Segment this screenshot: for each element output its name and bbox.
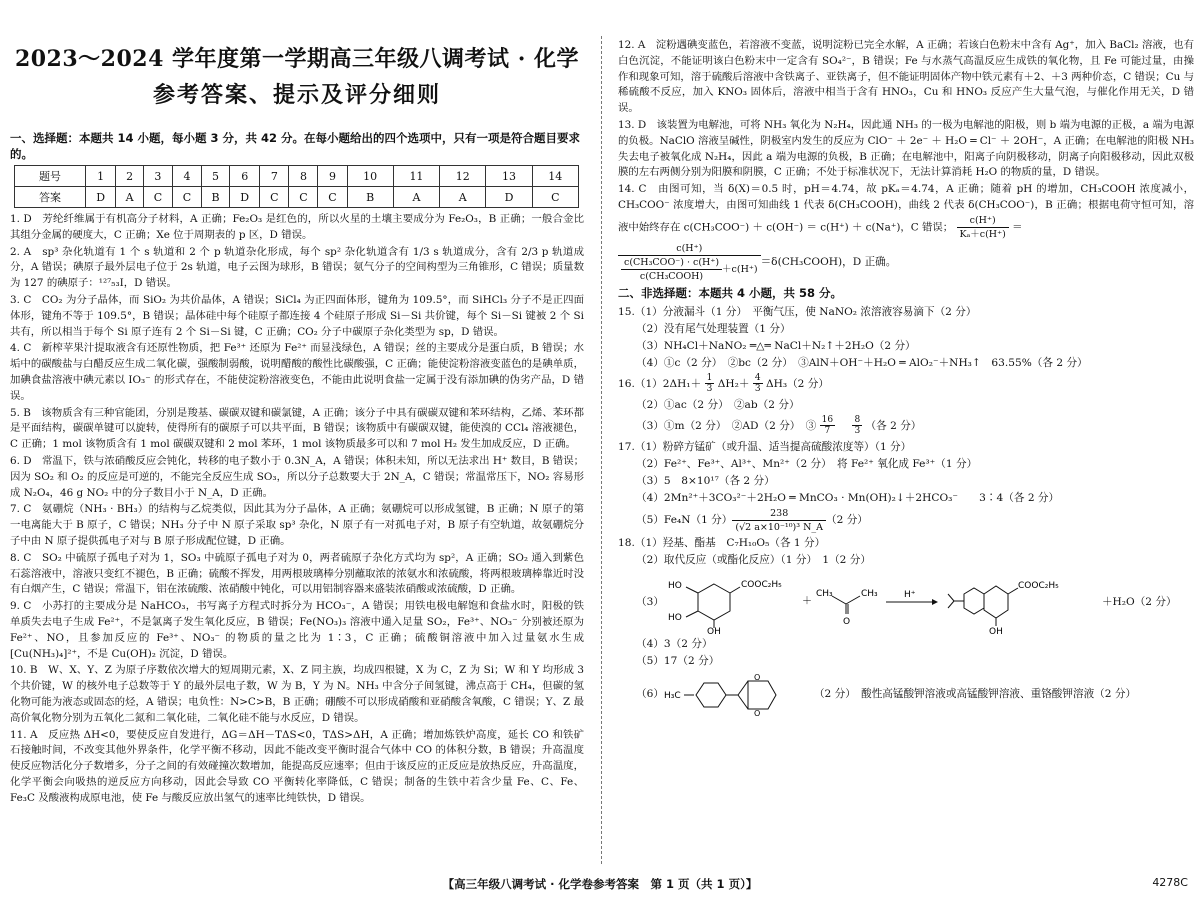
answer-table-number-row bbox=[15, 166, 579, 187]
explanation-q8: 8. C SO₂ 中硫原子孤电子对为 1，SO₃ 中硫原子孤电子对为 0，两者硫原子杂化方式均为 sp²，A 正确；SO₂ 通入到紫色石蕊溶液中，溶液只变红不褪色，B 正确；硫酸不挥发，用两根玻璃棒分别蘸取浓的浓氨水和浓硫酸，将两根玻璃棒靠近时没有白烟产生，C 错误；常温下，铝在浓硫酸、浓硝酸中钝化，可以用铝制容器来盛装浓硝酸或浓硫酸，D 正确。 bbox=[10, 551, 584, 596]
product-ester-label: COOC₂H₅ bbox=[1017, 580, 1059, 591]
q18-part7: （2 分） 酸性高锰酸钾溶液或高锰酸钾溶液、重铬酸钾溶液（2 分） bbox=[813, 687, 1137, 700]
explanation-q14-text: 14. C 由图可知，当 δ(X)＝0.5 时，pH＝4.74，故 pKₐ＝4.74，A 正确；随着 pH 的增加，CH₃COOH 浓度减小，CH₃COO⁻ 浓度增大，由图可知曲线 1 代表 δ(CH₃COOH)，曲线 2 代表 δ(CH₃COO⁻)，B 正确；根据电荷守恒可知，溶液中始终存在 c(CH₃COO⁻) ＋ c(OH⁻) ＝ c(H⁺) ＋ c(Na⁺)，C 错误； bbox=[618, 183, 1194, 234]
answer-cell: C bbox=[289, 187, 318, 208]
frac-den: 3 bbox=[754, 384, 761, 395]
paper-code: 4278C bbox=[1152, 876, 1188, 889]
product-oh-label: OH bbox=[988, 626, 1003, 634]
explanation-q3: 3. C CO₂ 为分子晶体，而 SiO₂ 为共价晶体，A 错误；SiCl₄ 为正四面体形，键角为 109.5°，而 SiHCl₃ 分子不是正四面体形，键角不等于 109.5°，B 错误；晶体硅中每个硅原子都连接 4 个硅原子形成 Si－Si 共价键，每个 Si－Si 键被 2 个 Si 共有，所以相当于每个 Si 原子连有 2 个 Si－Si 键，C 正确；CO₂ 分子中碳原子杂化类型为 sp，D 错误。 bbox=[10, 293, 584, 338]
q18-line2: （2）取代反应（或酯化反应）（1 分） 1（2 分） bbox=[636, 553, 871, 566]
column-divider bbox=[601, 36, 602, 864]
section1-heading: 一、选择题：本题共 14 小题，每小题 3 分，共 42 分。在每小题给出的四个选项中，只有一项是符合题目要求的。 bbox=[10, 131, 581, 161]
answer-cell: D bbox=[85, 187, 115, 208]
explanation-q4: 4. C 新榨苹果汁提取液含有还原性物质，把 Fe³⁺ 还原为 Fe²⁺ 而显浅绿色，A 错误；丝的主要成分是蛋白质，B 错误；水垢中的碳酸盐与白醋反应生成二氧化碳，强酸制弱酸，说明醋酸的酸性比碳酸强，C 正确；能使淀粉溶液变蓝色的是碘单质，加碘食盐溶液中碘元素以 IO₃⁻ 的形式存在，不能使淀粉溶液变色，不能由此说明食盐一定属于没有添加碘的伪劣产品，D 错误。 bbox=[10, 342, 584, 402]
explanation-q6: 6. D 常温下，铁与浓硝酸反应会钝化，转移的电子数小于 0.3N_A，A 错误；体积未知，所以无法求出 H⁺ 数目，B 错误；因为 SO₂ 和 O₂ 的反应是可逆的，不能完全反应生成 SO₃，所以分子总数要大于 2N_A，C 错误；常温常压下，NO₂ 容易形成 N₂O₄，46 g NO₂ 中的分子数目小于 N_A，D 正确。 bbox=[10, 454, 584, 499]
plus-sign: ＋ bbox=[801, 595, 812, 607]
reaction-scheme bbox=[664, 570, 1102, 634]
frac-num: 4 bbox=[754, 373, 761, 384]
frac-num: 238 bbox=[732, 507, 826, 521]
q14-fraction-line bbox=[618, 242, 1194, 283]
q16-frac-4-3 bbox=[753, 373, 763, 394]
answer-cell: A bbox=[116, 187, 144, 208]
q14-fraction-main bbox=[618, 242, 761, 283]
explanation-q12: 12. A 淀粉遇碘变蓝色，若溶液不变蓝，说明淀粉已完全水解，A 正确；若该白色粉末中含有 Ag⁺，加入 BaCl₂ 溶液，也有白色沉淀，不能证明该白色粉末中一定含有 SO₄²⁻，B 错误；Fe 与水蒸气高温反应生成铁的氧化物，且 Fe 可能过量，由操作和现象可知，溶于硫酸后溶液中含铁离子、亚铁离子，但不能证明固体产物中铁元素有＋2、＋3 两种价态，C 错误；Cu 与稀硫酸不反应，加入 KNO₃ 固体后，溶液中相当于含有 HNO₃，Cu 和 HNO₃ 反应产生大量气泡，与催化作用无关，D 错误。 bbox=[618, 39, 1194, 115]
q17-part5: （5）Fe₄N（1 分） bbox=[636, 514, 733, 527]
q-number: 14 bbox=[532, 166, 578, 187]
frac-num: 16 bbox=[821, 415, 834, 426]
row-label-answer: 答案 bbox=[15, 187, 86, 208]
q14-plus: ＋c(H⁺) bbox=[722, 263, 758, 275]
q16-gap bbox=[838, 420, 849, 432]
q16-part4: （3）①m（2 分） ②AD（2 分） ③ bbox=[636, 419, 817, 432]
answer-cell: B bbox=[347, 187, 393, 208]
ch3-label: CH₃ bbox=[815, 588, 833, 599]
q-number: 11 bbox=[393, 166, 439, 187]
answer-cell: C bbox=[143, 187, 172, 208]
explanation-q11: 11. A 反应热 ΔH<0，要使反应自发进行，ΔG＝ΔH－TΔS<0，TΔS>ΔH，A 正确；增加炼铁炉高度，延长 CO 和铁矿石接触时间，不改变其他外界条件，化学平衡不移动，因此不能改变平衡时混合气体中 CO 的体积分数，B 错误；升高温度使反应物活化分子数增多，分子之间的有效碰撞次数增加，能提高反应速率；但由于该反应的正反应是放热反应，升高温度，化学平衡会向吸热的逆反应方向移动，因此会导致 CO 平衡转化率降低，C 错误；制备的生铁中若含少量 Fe、C、Fe、Fe₃C 及酸液构成原电池，使 Fe 与酸反应放出氢气的速率比纯铁快，D 错误。 bbox=[10, 728, 584, 804]
q14-main-den bbox=[618, 256, 761, 283]
explanation-q1: 1. D 芳纶纤维属于有机高分子材料，A 正确；Fe₂O₃ 是红色的，所以火星的土壤主要成分为 Fe₂O₃，B 正确；一般合金比其组分金属的硬度大，C 正确；Xe 位于周期表的 p 区，D 错误。 bbox=[10, 213, 584, 241]
q14-eq-sign: ＝ bbox=[1012, 221, 1023, 234]
page-title: 2023～2024 学年度第一学期高三年级八调考试 · 化学 bbox=[14, 46, 580, 72]
frac-den: (√2 a×10⁻¹⁰)³ N_A bbox=[735, 521, 823, 533]
page-subtitle: 参考答案、提示及评分细则 bbox=[152, 82, 441, 108]
frac-num: 8 bbox=[854, 415, 861, 426]
q15-line3: （3）NH₄Cl＋NaNO₂ ═△═ NaCl＋N₂↑＋2H₂O（2 分） bbox=[636, 339, 916, 352]
frac-den: 7 bbox=[824, 426, 831, 437]
q-number: 7 bbox=[260, 166, 289, 187]
answer-table-answer-row bbox=[15, 187, 579, 208]
q16-part3: ΔH₃（2 分） bbox=[765, 377, 829, 390]
q17-density-fraction bbox=[732, 507, 826, 534]
answer-cell: A bbox=[393, 187, 439, 208]
q15-line4: （4）①c（2 分） ②bc（2 分） ③AlN＋OH⁻＋H₂O ═ AlO₂⁻＋NH₃↑ 63.55%（各 2 分） bbox=[636, 356, 1088, 369]
q-number: 8 bbox=[289, 166, 318, 187]
answer-cell: C bbox=[260, 187, 289, 208]
answer-cell: C bbox=[532, 187, 578, 208]
q18-product-tail: ＋H₂O（2 分） bbox=[1101, 595, 1177, 608]
ring-o-label: O bbox=[753, 708, 761, 717]
q-number: 2 bbox=[116, 166, 144, 187]
q17-line3: （3）5 8×10¹⁷（各 2 分） bbox=[636, 474, 775, 487]
q16-line1 bbox=[618, 372, 1194, 396]
q18-line3 bbox=[618, 570, 1194, 634]
explanation-q10: 10. B W、X、Y、Z 为原子序数依次增大的短周期元素，X、Z 同主族，均成四根键，X 为 C，Z 为 Si；W 和 Y 均形成 3 个共价键，W 的核外电子总数等于 Y 的最外层电子数，W 为 B，Y 为 N。NH₃ 中含分子间氢键，沸点高于 CH₄，但碳的氢化物可能为液态或固态的烃，A 错误；电负性：N>C>B，B 正确；硼酸不可以形成硝酸和亚硝酸含氧酸，C 错误；Y、Z 最高价氧化物分别为五氧化二氮和二氧化硅，二氧化硅不能与水反应，D 错误。 bbox=[10, 664, 584, 724]
methyl-label: H₃C bbox=[663, 690, 681, 701]
ester-label: COOC₂H₅ bbox=[740, 579, 782, 590]
row-label-number: 题号 bbox=[15, 166, 86, 187]
q14-fraction-ka bbox=[957, 214, 1009, 241]
explanation-q2: 2. A sp³ 杂化轨道有 1 个 s 轨道和 2 个 p 轨道杂化形成，每个 sp² 杂化轨道含有 1/3 s 轨道成分，含有 2/3 p 轨道成分，A 错误；碘原子最外层电子位于 2s 轨道，电子云图为球形，B 错误；氨气分子的空间构型为三角锥形，C 错误；质量数为 127 的碘原子：¹²⁷₅₃I，D 错误。 bbox=[10, 245, 584, 290]
answer-cell: D bbox=[486, 187, 532, 208]
answer-table bbox=[14, 165, 579, 208]
reactant-ring bbox=[698, 584, 730, 620]
q16-frac-1-3 bbox=[705, 373, 715, 394]
q-number: 12 bbox=[440, 166, 486, 187]
explanation-q5: 5. B 该物质含有三种官能团，分别是羧基、碳碳双键和碳氯键，A 正确；该分子中具有碳碳双键和苯环结构，乙烯、苯环都是平面结构，碳碳单键可以旋转，使得所有的碳原子可以共平面，B 错误；该物质中有碳碳双键，能使溴的 CCl₄ 溶液褪色，C 正确；1 mol 该物质含有 1 mol 碳碳双键和 2 mol 苯环，1 mol 该物质最多可以和 7 mol H₂ 发生加成反应，D 正确。 bbox=[10, 406, 584, 451]
q16-frac-16-7 bbox=[820, 415, 835, 436]
q16-line3 bbox=[618, 414, 1194, 438]
frac-den: 3 bbox=[706, 384, 713, 395]
catalyst-label: H⁺ bbox=[903, 589, 916, 600]
q16-part1: 16.（1）2ΔH₁＋ bbox=[618, 377, 702, 390]
q17-line2: （2）Fe²⁺、Fe³⁺、Al³⁺、Mn²⁺（2 分） 将 Fe²⁺ 氧化成 Fe³⁺（1 分） bbox=[636, 457, 978, 470]
answer-cell: C bbox=[172, 187, 201, 208]
answer-cell: D bbox=[230, 187, 260, 208]
left-column bbox=[10, 38, 584, 807]
answer-cell: B bbox=[202, 187, 230, 208]
q16-part5: （各 2 分） bbox=[865, 419, 922, 432]
q14-inner-fraction bbox=[621, 256, 722, 283]
answer-cell: C bbox=[318, 187, 347, 208]
q16-part2: ΔH₂＋ bbox=[717, 377, 750, 390]
q17-frac-tail: （2 分） bbox=[826, 514, 868, 527]
q-number: 13 bbox=[486, 166, 532, 187]
q17-line1: 17.（1）粉碎方锰矿（或升温、适当提高硫酸浓度等）（1 分） bbox=[618, 440, 912, 453]
q-number: 6 bbox=[230, 166, 260, 187]
answer-cell: A bbox=[440, 187, 486, 208]
q-number: 4 bbox=[172, 166, 201, 187]
q17-line5 bbox=[618, 507, 1194, 534]
oh-label: OH bbox=[706, 626, 721, 634]
q14-inner-num: c(CH₃COO⁻) · c(H⁺) bbox=[621, 256, 722, 270]
explanation-q13: 13. D 该装置为电解池，可将 NH₃ 氧化为 N₂H₄，因此通 NH₃ 的一极为电解池的阳极，则 b 端为电源的正极，a 端为电源的负极。NaClO 溶液呈碱性，阴极室内发生的反应为 ClO⁻ ＋ 2e⁻ ＋ H₂O ═ Cl⁻ ＋ 2OH⁻，A 正确；在电解池的阳极 NH₃ 失去电子被氧化成 N₂H₄，因此 a 端为电源的负极，B 正确；在电解池中，阳离子向阴极移动，阴离子向阳极移动，因此双极膜的左右两侧分别为阳膜和阴膜，C 正确；不处于标准状况下，无法计算消耗 H₂O 的物质的量，D 错误。 bbox=[618, 118, 1194, 179]
ring-o-label: O bbox=[753, 672, 761, 682]
q18-line4: （4）3（2 分） bbox=[636, 637, 713, 650]
q18-part3: （3） bbox=[636, 595, 664, 608]
frac-num: 1 bbox=[706, 373, 713, 384]
explanation-q14 bbox=[618, 182, 1194, 241]
q16-line2: （2）①ac（2 分） ②ab（2 分） bbox=[636, 398, 800, 411]
q18-line1: 18.（1）羟基、酯基 C₇H₁₀O₅（各 1 分） bbox=[618, 536, 826, 549]
q18-isomer-structure bbox=[664, 671, 814, 717]
product-rings bbox=[948, 586, 1018, 626]
q18-line5: （5）17（2 分） bbox=[636, 654, 720, 667]
right-column bbox=[618, 38, 1194, 719]
carbonyl-o-label: O bbox=[842, 616, 851, 627]
ho-label: HO bbox=[667, 580, 682, 591]
q17-line4: （4）2Mn²⁺＋3CO₃²⁻＋2H₂O ═ MnCO₃ · Mn(OH)₂↓＋2HCO₃⁻ 3∶4（各 2 分） bbox=[636, 491, 1060, 504]
frac-den: 3 bbox=[854, 426, 861, 437]
q-number: 1 bbox=[85, 166, 115, 187]
page-footer: 【高三年级八调考试 · 化学卷参考答案 第 1 页（共 1 页）】 bbox=[442, 877, 758, 891]
section2-heading: 二、非选择题：本题共 4 小题，共 58 分。 bbox=[618, 285, 843, 300]
q15-line2: （2）没有尾气处理装置（1 分） bbox=[636, 322, 791, 335]
q14-inner-den: c(CH₃COOH) bbox=[639, 270, 704, 282]
q-number: 5 bbox=[202, 166, 230, 187]
ho-label: HO bbox=[667, 612, 682, 623]
q18-line6 bbox=[618, 671, 1194, 717]
explanation-q7: 7. C 氨硼烷（NH₃ · BH₃）的结构与乙烷类似，因此其为分子晶体，A 正确；氨硼烷可以形成氢键，B 正确；N 原子的第一电离能大于 B 原子，C 错误；NH₃ 分子中 N 原子采取 sp³ 杂化，N 原子有一对孤电子对，B 原子有空轨道，故氨硼烷分子中由 N 原子提供孤电子对与 B 原子形成配位键，D 正确。 bbox=[10, 503, 584, 547]
ch3-label: CH₃ bbox=[860, 588, 878, 599]
q14-main-num: c(H⁺) bbox=[618, 242, 761, 256]
q18-part6: （6） bbox=[636, 687, 664, 700]
q15-line1: 15.（1）分液漏斗（1 分） 平衡气压，使 NaNO₂ 浓溶液容易滴下（2 分） bbox=[618, 305, 977, 318]
q-number: 10 bbox=[347, 166, 393, 187]
q14-frac-num: c(H⁺) bbox=[957, 214, 1009, 228]
q14-tail: ＝δ(CH₃COOH)，D 正确。 bbox=[760, 256, 897, 269]
q14-frac-den: Kₐ＋c(H⁺) bbox=[959, 228, 1006, 240]
q-number: 3 bbox=[143, 166, 172, 187]
explanation-q9: 9. C 小苏打的主要成分是 NaHCO₃，书写离子方程式时拆分为 HCO₃⁻，A 错误；用铁电极电解饱和食盐水时，阳极的铁单质失去电子生成 Fe²⁺，不是氯离子发生氧化反应，B 错误；Fe(NO₃)₃ 溶液中通入足量 SO₂，Fe³⁺、NO₃⁻ 分别被还原为 Fe²⁺、NO，且参加反应的 Fe³⁺、NO₃⁻ 的物质的量之比为 1∶3，C 正确；硫酸铜溶液中加入过量氨水生成[Cu(NH₃)₄]²⁺，不是 Cu(OH)₂ 沉淀，D 错误。 bbox=[10, 600, 584, 660]
q16-frac-8-3 bbox=[852, 415, 862, 436]
q-number: 9 bbox=[318, 166, 347, 187]
